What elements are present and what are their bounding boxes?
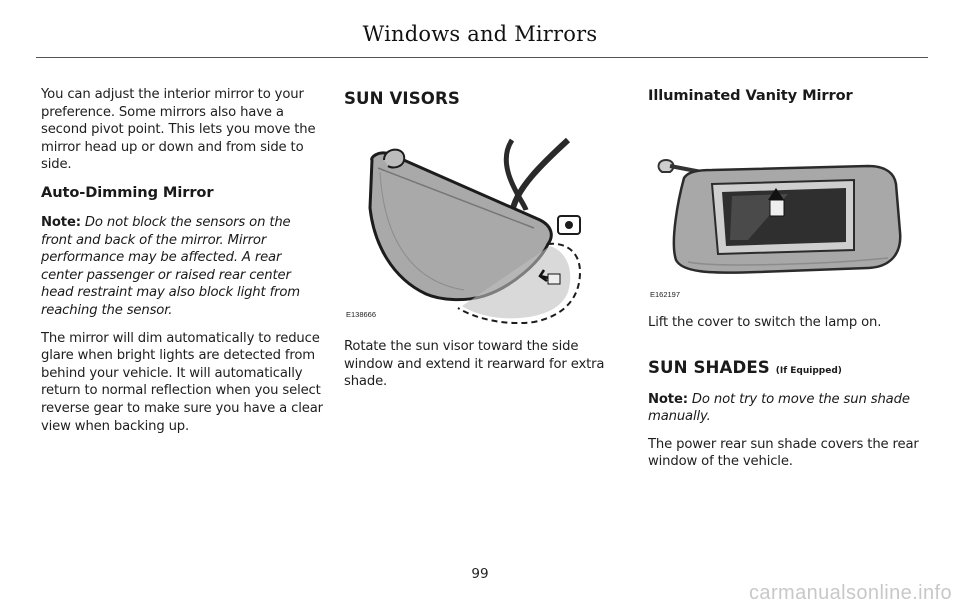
sun-shade-paragraph: The power rear sun shade covers the rear window of the vehicle. — [648, 436, 919, 470]
sun-visor-instructions: Rotate the sun visor toward the side window and extend it rearward for extra shade. — [344, 339, 605, 390]
column-2 — [344, 86, 626, 401]
watermark-text: carmanualsonline.info — [749, 582, 952, 604]
note-label: Note: — [41, 214, 81, 230]
sun-visor-illustration — [344, 112, 626, 324]
vanity-mirror-figure — [648, 122, 930, 318]
note-label: Note: — [648, 391, 688, 407]
vanity-lamp-instructions: Lift the cover to switch the lamp on. — [648, 315, 882, 330]
sun-shades-title: SUN SHADES — [648, 357, 770, 377]
page-number: 99 — [471, 566, 489, 582]
column-3 — [648, 86, 930, 481]
sun-shade-note — [648, 391, 930, 426]
figure-code: E162197 — [650, 290, 681, 299]
sun-visor-figure — [344, 112, 626, 324]
header-divider — [36, 57, 928, 58]
vanity-mirror-illustration — [648, 122, 930, 318]
sun-visors-heading: SUN VISORS — [344, 89, 460, 108]
interior-mirror-intro: You can adjust the interior mirror to your preference. Some mirrors also have a second pivot point. This lets you move the mirror head up or down and from side to side. — [41, 87, 316, 173]
note-text: Do not try to move the sun shade manually. — [648, 391, 910, 425]
note-text: Do not block the sensors on the front and back of the mirror. Mirror performance may be affected. A rear center passenger or raised rear center head restraint may also block light from reaching the sensor. — [41, 214, 300, 318]
figure-code: E138666 — [346, 310, 377, 319]
page-title: Windows and Mirrors — [362, 22, 598, 46]
auto-dimming-heading: Auto-Dimming Mirror — [41, 183, 214, 201]
auto-dim-paragraph: The mirror will dim automatically to reduce glare when bright lights are detected from behind your vehicle. It will automatically return to normal reflection when you select reverse gear to make sure you have a clear view when backing up. — [41, 330, 323, 434]
sun-shades-heading — [648, 358, 930, 377]
if-equipped-qualifier: (If Equipped) — [775, 365, 842, 376]
auto-dimming-note — [41, 214, 323, 320]
vanity-mirror-heading: Illuminated Vanity Mirror — [648, 87, 853, 104]
column-1 — [41, 86, 323, 445]
